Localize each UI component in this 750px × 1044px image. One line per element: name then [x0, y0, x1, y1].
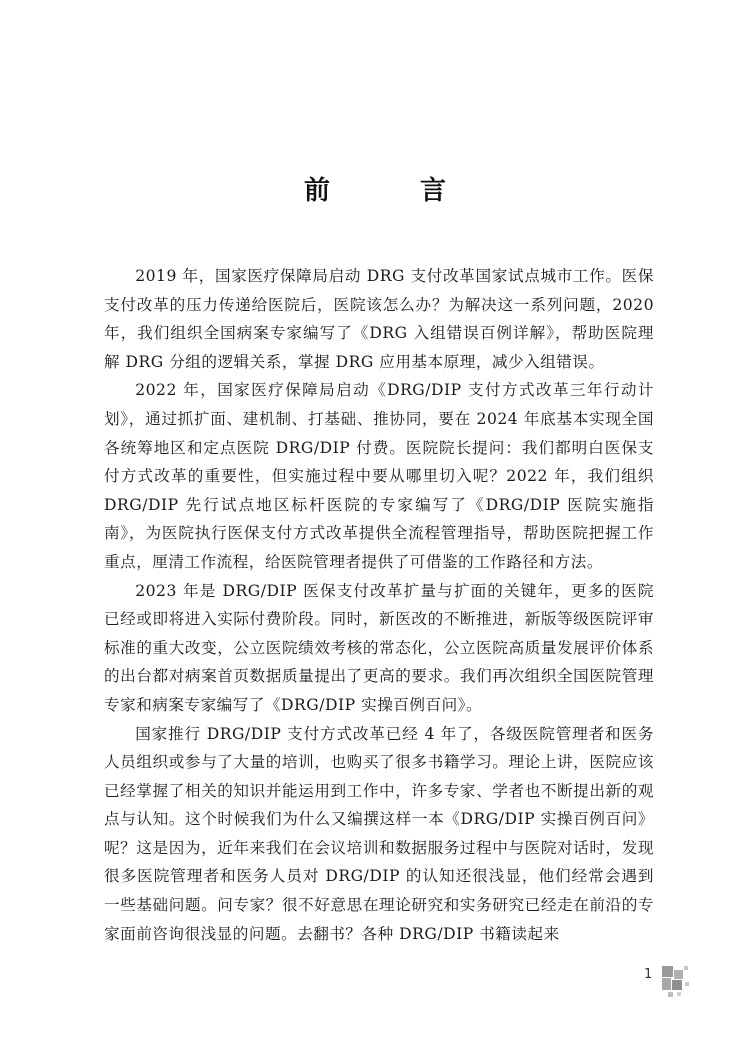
- paragraph-4: 国家推行 DRG/DIP 支付方式改革已经 4 年了，各级医院管理者和医务人员组织或参与了大量的培训，也购买了很多书籍学习。理论上讲，医院应该已经掌握了相关的知识并能运用到工作中，许多专家、学者也不断提出新的观点与认知。这个时候我们为什么又编撰这样一本《DRG/DIP 实操百例百问》呢？这是因为，近年来我们在会议培训和数据服务过程中与医院对话时，发现很多医院管理者和医务人员对 DRG/DIP 的认知还很浅显，他们经常会遇到一些基础问题。问专家？很不好意思在理论研究和实务研究已经走在前沿的专家面前咨询很浅显的问题。去翻书？各种 DRG/DIP 书籍读起来: [104, 724, 654, 943]
- paragraph-3: 2023 年是 DRG/DIP 医保支付改革扩量与扩面的关键年，更多的医院已经或即将进入实际付费阶段。同时，新医改的不断推进，新版等级医院评审标准的重大改变，公立医院绩效考核的常态化，公立医院高质量发展评价体系的出台都对病案首页数据质量提出了更高的要求。我们再次组织全国医院管理专家和病案专家编写了《DRG/DIP 实操百例百问》。: [104, 581, 654, 714]
- page-corner-decoration-icon: [660, 964, 700, 1004]
- paragraph-1: 2019 年，国家医疗保障局启动 DRG 支付改革国家试点城市工作。医保支付改革的压力传递给医院后，医院该怎么办？为解决这一系列问题，2020 年，我们组织全国病案专家编写了《DRG 入组错误百例详解》，帮助医院理解 DRG 分组的逻辑关系，掌握 DRG 应用基本原理，减少入组错误。: [104, 267, 654, 371]
- body-text: [104, 262, 654, 948]
- page-title: 前 言: [303, 176, 478, 206]
- page-number: 1: [644, 967, 653, 982]
- paragraph-2: 2022 年，国家医疗保障局启动《DRG/DIP 支付方式改革三年行动计划》，通过抓扩面、建机制、打基础、推协同，要在 2024 年底基本实现全国各统筹地区和定点医院 DRG/DIP 付费。医院院长提问：我们都明白医保支付方式改革的重要性，但实施过程中要从哪里切入呢？2022 年，我们组织 DRG/DIP 先行试点地区标杆医院的专家编写了《DRG/DIP 医院实施指南》，为医院执行医保支付方式改革提供全流程管理指导，帮助医院把握工作重点，厘清工作流程，给医院管理者提供了可借鉴的工作路径和方法。: [104, 381, 654, 571]
